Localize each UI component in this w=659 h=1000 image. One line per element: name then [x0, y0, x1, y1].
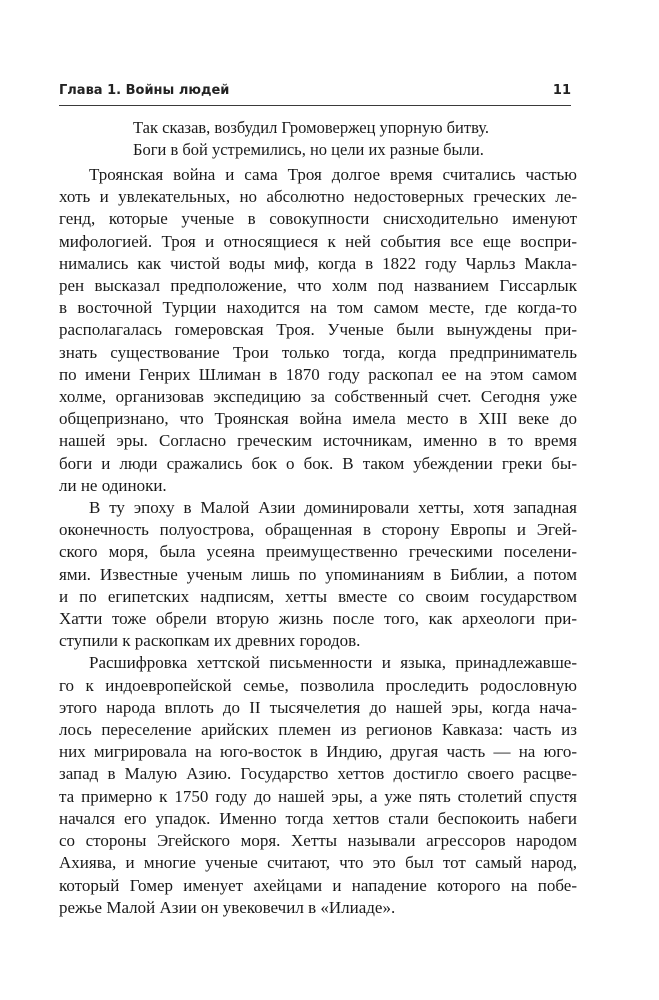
text-line: нашей эры. Согласно греческим источникам, именно в то время	[59, 431, 577, 451]
page-number: 11	[552, 83, 571, 98]
text-line: них мигрировала на юго-восток в Индию, другая часть — на юго-	[59, 742, 577, 762]
text-line: нимались как чистой воды миф, когда в 1822 году Чарльз Маклa-	[59, 253, 577, 273]
text-line: В ту эпоху в Малой Азии доминировали хетты, хотя западная	[89, 498, 577, 518]
text-line: го к индоевропейской семье, позволила проследить родословную	[59, 675, 577, 695]
text-line: рен высказал предположение, что холм под названием Гиссарлык	[59, 276, 577, 296]
text-line: Троянская война и сама Троя долгое время считались частью	[89, 165, 577, 184]
text-line: режье Малой Азии он увековечил в «Илиаде».	[59, 897, 396, 917]
text-line: ли не одиноки.	[59, 475, 167, 495]
text-line: оконечность полуострова, обращенная в сторону Европы и Эгей-	[59, 520, 577, 540]
text-line: запад в Малую Азию. Государство хеттов достигло своего расцве-	[59, 764, 577, 784]
header-rule	[59, 105, 571, 106]
text-line: хоть и увлекательных, но абсолютно недостоверных греческих ле-	[59, 187, 577, 207]
text-line: со стороны Эгейского моря. Хетты называли агрессоров народом	[59, 831, 577, 851]
chapter-title: Глава 1. Войны людей	[59, 83, 230, 98]
text-line: мифологией. Троя и относящиеся к ней события все еще воспри-	[59, 231, 577, 251]
paragraph	[59, 164, 577, 497]
text-line: общепризнано, что Троянская война имела место в XIII веке до	[59, 409, 577, 429]
text-line: ского моря, была усеяна преимущественно греческими поселени-	[59, 542, 577, 562]
text-line: располагалась гомеровская Троя. Ученые были вынуждены при-	[59, 320, 577, 340]
text-line: начался его упадок. Именно тогда хеттов стали беспокоить набеги	[59, 808, 577, 828]
epigraph-line: Так сказав, возбудил Громовержец упорную битву.	[133, 118, 490, 137]
text-line: Расшифровка хеттской письменности и языка, принадлежавше-	[89, 653, 577, 673]
text-line: этого народа вплоть до II тысячелетия до нашей эры, когда нача-	[59, 697, 577, 717]
text-line: генд, которые ученые в совокупности снисходительно именуют	[59, 209, 577, 229]
paragraph	[59, 652, 577, 918]
text-line: знать существование Трои только тогда, когда предприниматель	[59, 342, 577, 362]
text-line: Ахиява, и многие ученые считают, что это был тот самый народ,	[59, 853, 577, 873]
text-line: ступили к раскопкам их древних городов.	[59, 631, 361, 651]
text-line: боги и люди сражались бок о бок. В таком убеждении греки бы-	[59, 453, 577, 473]
text-line: Хатти тоже обрели вторую жизнь после того, как археологи при-	[59, 609, 577, 629]
text-line: в восточной Турции находится на том самом месте, где когда-то	[59, 298, 577, 318]
text-line: холме, организовав экспедицию за собственный счет. Сегодня уже	[59, 387, 577, 407]
text-line: та примерно к 1750 году до нашей эры, а уже пять столетий спустя	[59, 786, 577, 806]
text-line: и по египетских надписям, хетты вместе со своим государством	[59, 586, 577, 606]
text-line: по имени Генрих Шлиман в 1870 году раскопал ее на этом самом	[59, 364, 577, 384]
body-text	[59, 164, 577, 919]
text-line: лось переселение арийских племен из регионов Кавказа: часть из	[59, 720, 577, 740]
epigraph-line: Боги в бой устремились, но цели их разные были.	[133, 140, 484, 159]
epigraph	[133, 117, 573, 161]
text-line: ями. Известные ученым лишь по упоминаниям в Библии, а потом	[59, 564, 577, 584]
text-line: который Гомер именует ахейцами и нападение которого на побе-	[59, 875, 577, 895]
paragraph	[59, 497, 577, 652]
running-head	[59, 83, 571, 103]
